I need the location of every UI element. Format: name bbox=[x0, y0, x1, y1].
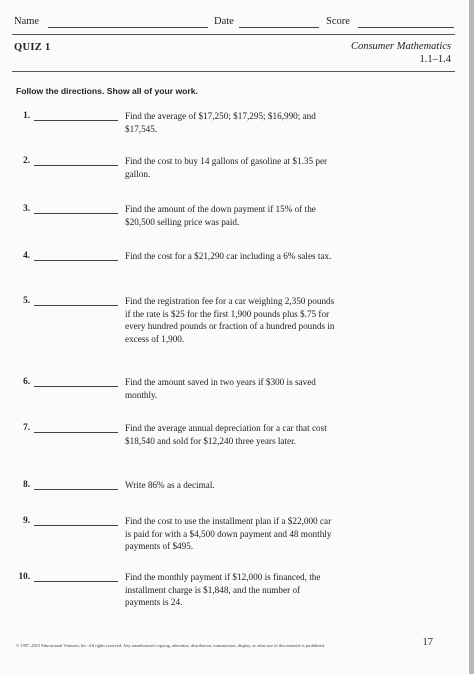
question-text: Write 86% as a decimal. bbox=[125, 480, 215, 490]
answer-blank[interactable] bbox=[34, 165, 118, 166]
question-number: 2. bbox=[23, 155, 30, 165]
answer-blank[interactable] bbox=[34, 525, 118, 526]
date-label: Date bbox=[214, 16, 234, 27]
question-number: 3. bbox=[23, 203, 30, 213]
question-number: 6. bbox=[23, 376, 30, 386]
question-text: Find the average of $17,250; $17,295; $16,990; and $17,545. bbox=[125, 111, 316, 134]
answer-blank[interactable] bbox=[34, 213, 118, 214]
header-row bbox=[14, 16, 453, 32]
question-text: Find the amount of the down payment if 15% of the $20,500 selling price was paid. bbox=[125, 204, 316, 227]
directions: Follow the directions. Show all of your work. bbox=[16, 86, 198, 96]
question-text: Find the average annual depreciation for a car that cost $18,540 and sold for $12,240 three years later. bbox=[125, 423, 327, 446]
answer-blank[interactable] bbox=[34, 432, 118, 433]
answer-blank[interactable] bbox=[34, 260, 118, 261]
question-text: Find the cost to use the installment plan if a $22,000 car is paid for with a $4,500 down payment and 48 monthly payments of $495. bbox=[125, 516, 332, 551]
question-number: 9. bbox=[23, 515, 30, 525]
answer-blank[interactable] bbox=[34, 386, 118, 387]
answer-blank[interactable] bbox=[34, 305, 118, 306]
title-divider bbox=[12, 71, 455, 72]
question-number: 10. bbox=[18, 571, 30, 581]
copyright-notice: © 1997–2015 Educational Ventures, Inc. All rights reserved. Any unauthorized copying, alteration, distribution, transmission, display, or other use of this material is prohibited. bbox=[16, 643, 325, 648]
section-range: 1.1–1.4 bbox=[419, 54, 451, 65]
course-name: Consumer Mathematics bbox=[350, 41, 451, 52]
question-text: Find the monthly payment if $12,000 is financed, the installment charge is $1,848, and the number of payments is 24. bbox=[125, 572, 321, 607]
name-blank[interactable] bbox=[48, 27, 208, 28]
question-text: Find the registration fee for a car weighing 2,350 pounds if the rate is $25 for the first 1,900 pounds plus $.75 for every hundred pounds or fraction of a hundred pounds in excess of 1,900. bbox=[125, 296, 335, 344]
question-text: Find the cost to buy 14 gallons of gasoline at $1.35 per gallon. bbox=[125, 156, 328, 179]
header-divider bbox=[12, 34, 455, 35]
score-label: Score bbox=[326, 16, 350, 27]
name-label: Name bbox=[14, 16, 40, 27]
question-number: 1. bbox=[23, 110, 30, 120]
answer-blank[interactable] bbox=[34, 120, 118, 121]
question-number: 5. bbox=[23, 295, 30, 305]
question-number: 4. bbox=[23, 250, 30, 260]
question-text: Find the cost for a $21,290 car including a 6% sales tax. bbox=[125, 251, 332, 261]
question-number: 8. bbox=[23, 479, 30, 489]
score-blank[interactable] bbox=[358, 27, 454, 28]
quiz-title: QUIZ 1 bbox=[14, 42, 51, 53]
answer-blank[interactable] bbox=[34, 581, 118, 582]
question-text: Find the amount saved in two years if $300 is saved monthly. bbox=[125, 377, 316, 400]
page-number: 17 bbox=[422, 637, 433, 648]
date-blank[interactable] bbox=[239, 27, 319, 28]
question-number: 7. bbox=[23, 422, 30, 432]
answer-blank[interactable] bbox=[34, 489, 118, 490]
